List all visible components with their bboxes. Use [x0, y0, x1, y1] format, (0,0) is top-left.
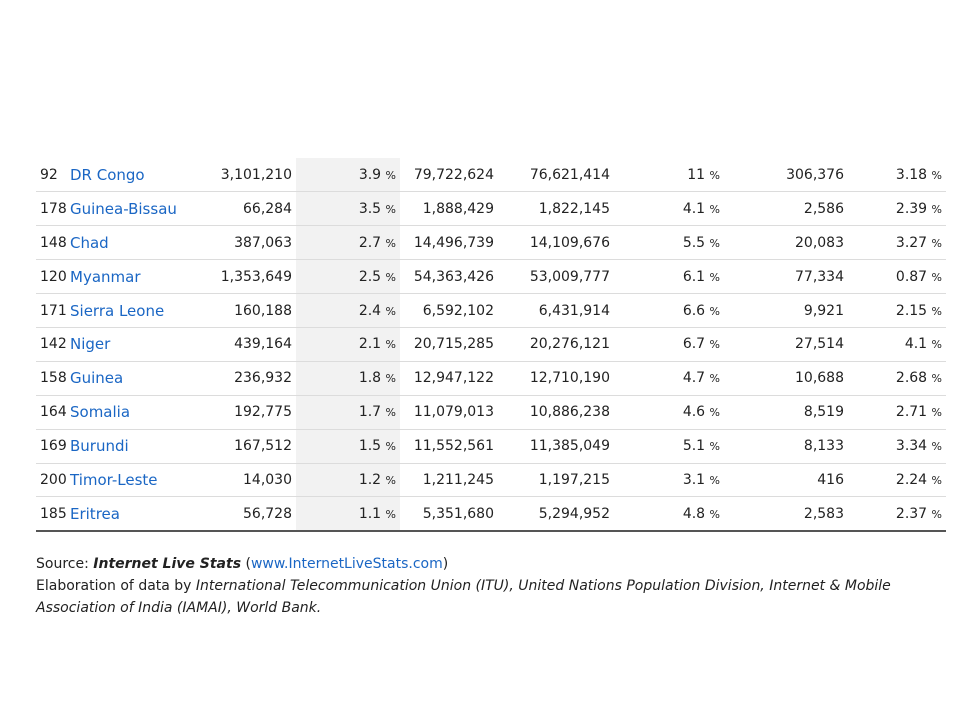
country-cell [68, 158, 204, 192]
cell-value: 3,101,210 [220, 166, 292, 183]
country-cell [68, 260, 204, 294]
cell-value: 2.1 [358, 336, 382, 353]
country-link[interactable]: Chad [70, 233, 109, 252]
country-cell [68, 226, 204, 260]
source-prefix: Source: [36, 556, 94, 572]
source-name: Internet Live Stats [93, 556, 242, 572]
cell-value: 2.7 [358, 234, 382, 251]
cell-value: 192,775 [234, 404, 292, 421]
cell-value: 5,351,680 [422, 505, 494, 522]
cell-value: 2.24 [895, 471, 928, 488]
percent-sign: % [709, 202, 720, 216]
cell-value: 1.1 [358, 505, 382, 522]
users-change-cell [724, 463, 848, 497]
cell-value: 3.5 [358, 200, 382, 217]
rank-value: 178 [40, 200, 67, 217]
cell-value: 1,888,429 [422, 200, 494, 217]
cell-value: 3.27 [895, 234, 928, 251]
cell-value: 1,211,245 [422, 471, 494, 488]
cell-value: 2.68 [895, 370, 928, 387]
table-row [36, 463, 946, 497]
elaboration-line [36, 575, 916, 619]
table-row [36, 192, 946, 226]
percent-sign: % [709, 473, 720, 487]
cell-value: 4.7 [682, 370, 706, 387]
country-cell [68, 395, 204, 429]
penetration-cell [614, 226, 724, 260]
cell-value: 12,710,190 [529, 370, 610, 387]
country-cell [68, 294, 204, 328]
cell-value: 53,009,777 [529, 268, 610, 285]
percent-sign: % [385, 440, 396, 454]
non-users-cell [498, 497, 614, 531]
country-link[interactable]: DR Congo [70, 165, 145, 184]
percent-sign: % [385, 372, 396, 386]
yearly-change-cell [296, 497, 400, 531]
yearly-change-cell [296, 192, 400, 226]
cell-value: 11,079,013 [413, 404, 494, 421]
non-users-cell [498, 429, 614, 463]
penetration-cell [614, 497, 724, 531]
non-users-cell [498, 294, 614, 328]
cell-value: 306,376 [786, 166, 844, 183]
cell-value: 11,552,561 [413, 438, 494, 455]
cell-value: 416 [817, 471, 844, 488]
population-change-cell [848, 429, 946, 463]
cell-value: 1,197,215 [538, 471, 610, 488]
cell-value: 76,621,414 [529, 166, 610, 183]
source-open-paren: ( [241, 556, 251, 572]
source-line [36, 553, 916, 575]
cell-value: 20,715,285 [413, 336, 494, 353]
penetration-cell [614, 158, 724, 192]
yearly-change-cell [296, 294, 400, 328]
source-note [36, 553, 916, 619]
elaboration-text: International Telecommunication Union (ITU), United Nations Population Division, Internet & Mobile Association of India (IAMAI), World Bank. [36, 578, 891, 616]
cell-value: 10,688 [795, 370, 844, 387]
cell-value: 1,822,145 [538, 200, 610, 217]
cell-value: 1,353,649 [220, 268, 292, 285]
cell-value: 2.71 [895, 404, 928, 421]
penetration-cell [614, 429, 724, 463]
population-change-cell [848, 395, 946, 429]
rank-cell [36, 158, 68, 192]
cell-value: 27,514 [795, 336, 844, 353]
table-row [36, 429, 946, 463]
population-change-cell [848, 260, 946, 294]
non-users-cell [498, 260, 614, 294]
percent-sign: % [709, 372, 720, 386]
rank-value: 142 [40, 336, 67, 353]
population-cell [400, 497, 498, 531]
internet-users-cell [204, 497, 296, 531]
users-change-cell [724, 158, 848, 192]
cell-value: 12,947,122 [413, 370, 494, 387]
population-cell [400, 327, 498, 361]
country-link[interactable]: Sierra Leone [70, 301, 165, 320]
table-row [36, 497, 946, 531]
yearly-change-cell [296, 260, 400, 294]
percent-sign: % [931, 202, 942, 216]
cell-value: 1.8 [358, 370, 382, 387]
country-link[interactable]: Myanmar [70, 267, 141, 286]
percent-sign: % [931, 304, 942, 318]
internet-users-cell [204, 192, 296, 226]
rank-value: 158 [40, 370, 67, 387]
rank-value: 120 [40, 268, 67, 285]
rank-cell [36, 260, 68, 294]
cell-value: 54,363,426 [413, 268, 494, 285]
percent-sign: % [931, 338, 942, 352]
internet-users-cell [204, 327, 296, 361]
cell-value: 5.1 [682, 438, 706, 455]
population-change-cell [848, 294, 946, 328]
cell-value: 66,284 [243, 200, 292, 217]
percent-sign: % [709, 168, 720, 182]
cell-value: 56,728 [243, 505, 292, 522]
cell-value: 236,932 [234, 370, 292, 387]
percent-sign: % [931, 236, 942, 250]
percent-sign: % [931, 372, 942, 386]
users-change-cell [724, 260, 848, 294]
yearly-change-cell [296, 463, 400, 497]
users-change-cell [724, 294, 848, 328]
cell-value: 14,496,739 [413, 234, 494, 251]
cell-value: 2.4 [358, 302, 382, 319]
population-change-cell [848, 463, 946, 497]
cell-value: 0.87 [895, 268, 928, 285]
table-row [36, 158, 946, 192]
yearly-change-cell [296, 327, 400, 361]
non-users-cell [498, 463, 614, 497]
rank-value: 169 [40, 438, 67, 455]
percent-sign: % [709, 304, 720, 318]
country-link[interactable]: Timor-Leste [70, 470, 158, 489]
cell-value: 6,431,914 [538, 302, 610, 319]
table-row [36, 327, 946, 361]
population-change-cell [848, 361, 946, 395]
yearly-change-cell [296, 361, 400, 395]
penetration-cell [614, 361, 724, 395]
percent-sign: % [931, 507, 942, 521]
cell-value: 20,276,121 [529, 336, 610, 353]
population-change-cell [848, 226, 946, 260]
population-change-cell [848, 158, 946, 192]
cell-value: 8,519 [803, 404, 844, 421]
rank-cell [36, 226, 68, 260]
percent-sign: % [385, 473, 396, 487]
rank-value: 148 [40, 234, 67, 251]
cell-value: 11,385,049 [529, 438, 610, 455]
population-cell [400, 463, 498, 497]
population-cell [400, 395, 498, 429]
cell-value: 4.1 [682, 200, 706, 217]
users-change-cell [724, 361, 848, 395]
country-link[interactable]: Somalia [70, 403, 131, 422]
rank-value: 171 [40, 302, 67, 319]
internet-users-cell [204, 361, 296, 395]
penetration-cell [614, 327, 724, 361]
population-cell [400, 429, 498, 463]
stats-table-container [36, 158, 946, 532]
users-change-cell [724, 429, 848, 463]
country-link[interactable]: Guinea-Bissau [70, 199, 177, 218]
percent-sign: % [709, 440, 720, 454]
cell-value: 8,133 [803, 438, 844, 455]
cell-value: 3.18 [895, 166, 928, 183]
percent-sign: % [931, 473, 942, 487]
percent-sign: % [709, 406, 720, 420]
cell-value: 9,921 [803, 302, 844, 319]
elaboration-prefix: Elaboration of data by [36, 578, 196, 594]
percent-sign: % [385, 270, 396, 284]
rank-value: 185 [40, 505, 67, 522]
source-link[interactable]: www.InternetLiveStats.com [250, 556, 443, 572]
percent-sign: % [709, 507, 720, 521]
penetration-cell [614, 260, 724, 294]
country-cell [68, 361, 204, 395]
population-change-cell [848, 497, 946, 531]
percent-sign: % [385, 202, 396, 216]
cell-value: 11 [687, 166, 706, 183]
cell-value: 387,063 [234, 234, 292, 251]
cell-value: 4.8 [682, 505, 706, 522]
percent-sign: % [385, 168, 396, 182]
country-cell [68, 429, 204, 463]
penetration-cell [614, 192, 724, 226]
percent-sign: % [931, 440, 942, 454]
rank-cell [36, 429, 68, 463]
country-cell [68, 327, 204, 361]
percent-sign: % [385, 338, 396, 352]
cell-value: 79,722,624 [413, 166, 494, 183]
population-cell [400, 361, 498, 395]
country-link[interactable]: Eritrea [70, 504, 120, 523]
cell-value: 2,583 [803, 505, 844, 522]
population-cell [400, 158, 498, 192]
non-users-cell [498, 192, 614, 226]
cell-value: 10,886,238 [529, 404, 610, 421]
yearly-change-cell [296, 395, 400, 429]
cell-value: 160,188 [234, 302, 292, 319]
cell-value: 4.6 [682, 404, 706, 421]
population-cell [400, 226, 498, 260]
rank-value: 92 [40, 166, 58, 183]
table-row [36, 395, 946, 429]
internet-stats-table [36, 158, 946, 532]
internet-users-cell [204, 395, 296, 429]
rank-cell [36, 395, 68, 429]
country-cell [68, 192, 204, 226]
cell-value: 1.7 [358, 404, 382, 421]
cell-value: 439,164 [234, 336, 292, 353]
cell-value: 3.34 [895, 438, 928, 455]
cell-value: 77,334 [795, 268, 844, 285]
yearly-change-cell [296, 226, 400, 260]
percent-sign: % [709, 270, 720, 284]
country-cell [68, 497, 204, 531]
rank-cell [36, 192, 68, 226]
rank-cell [36, 361, 68, 395]
cell-value: 2.39 [895, 200, 928, 217]
non-users-cell [498, 158, 614, 192]
cell-value: 1.2 [358, 471, 382, 488]
cell-value: 6.7 [682, 336, 706, 353]
cell-value: 6.1 [682, 268, 706, 285]
users-change-cell [724, 192, 848, 226]
cell-value: 2.5 [358, 268, 382, 285]
percent-sign: % [931, 168, 942, 182]
cell-value: 3.1 [682, 471, 706, 488]
internet-users-cell [204, 294, 296, 328]
percent-sign: % [709, 236, 720, 250]
penetration-cell [614, 395, 724, 429]
cell-value: 14,030 [243, 471, 292, 488]
non-users-cell [498, 395, 614, 429]
rank-cell [36, 294, 68, 328]
yearly-change-cell [296, 158, 400, 192]
rank-cell [36, 497, 68, 531]
rank-cell [36, 327, 68, 361]
cell-value: 4.1 [904, 336, 928, 353]
population-change-cell [848, 192, 946, 226]
penetration-cell [614, 463, 724, 497]
non-users-cell [498, 361, 614, 395]
percent-sign: % [385, 236, 396, 250]
country-link[interactable]: Guinea [70, 369, 124, 388]
country-link[interactable]: Burundi [70, 437, 129, 456]
percent-sign: % [931, 270, 942, 284]
percent-sign: % [709, 338, 720, 352]
table-row [36, 361, 946, 395]
internet-users-cell [204, 429, 296, 463]
source-close-paren: ) [442, 556, 449, 572]
cell-value: 2.37 [895, 505, 928, 522]
cell-value: 20,083 [795, 234, 844, 251]
cell-value: 6,592,102 [422, 302, 494, 319]
cell-value: 6.6 [682, 302, 706, 319]
penetration-cell [614, 294, 724, 328]
percent-sign: % [385, 507, 396, 521]
users-change-cell [724, 327, 848, 361]
rank-value: 164 [40, 404, 67, 421]
users-change-cell [724, 497, 848, 531]
internet-users-cell [204, 463, 296, 497]
table-row [36, 226, 946, 260]
table-row [36, 260, 946, 294]
internet-users-cell [204, 260, 296, 294]
cell-value: 3.9 [358, 166, 382, 183]
rank-cell [36, 463, 68, 497]
table-body [36, 158, 946, 531]
country-cell [68, 463, 204, 497]
cell-value: 167,512 [234, 438, 292, 455]
population-change-cell [848, 327, 946, 361]
country-link[interactable]: Niger [70, 335, 111, 354]
cell-value: 1.5 [358, 438, 382, 455]
cell-value: 2.15 [895, 302, 928, 319]
cell-value: 14,109,676 [529, 234, 610, 251]
yearly-change-cell [296, 429, 400, 463]
internet-users-cell [204, 226, 296, 260]
non-users-cell [498, 327, 614, 361]
users-change-cell [724, 226, 848, 260]
percent-sign: % [385, 406, 396, 420]
percent-sign: % [931, 406, 942, 420]
population-cell [400, 192, 498, 226]
population-cell [400, 260, 498, 294]
cell-value: 5.5 [682, 234, 706, 251]
cell-value: 2,586 [803, 200, 844, 217]
percent-sign: % [385, 304, 396, 318]
table-row [36, 294, 946, 328]
population-cell [400, 294, 498, 328]
rank-value: 200 [40, 471, 67, 488]
cell-value: 5,294,952 [538, 505, 610, 522]
internet-users-cell [204, 158, 296, 192]
non-users-cell [498, 226, 614, 260]
users-change-cell [724, 395, 848, 429]
